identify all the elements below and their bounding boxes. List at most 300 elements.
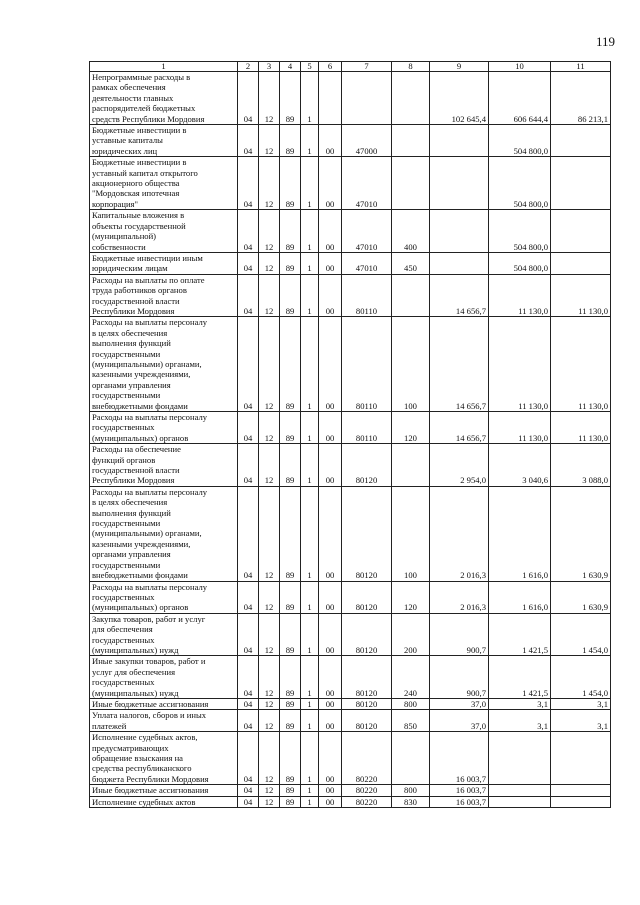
row-name-line: "Мордовская ипотечная: [92, 188, 180, 199]
row-name-line: государственными: [92, 559, 161, 570]
cell-col-7: 80120: [342, 613, 392, 656]
row-name-line: Закупка товаров, работ и услуг: [92, 613, 206, 624]
cell-col-3: 12: [259, 710, 280, 732]
cell-col-8: [392, 732, 430, 785]
row-name-line: (муниципальных) нужд: [92, 687, 179, 698]
row-name-line: для обеспечения: [92, 624, 153, 635]
table-row: [90, 210, 611, 253]
row-name-cell: [90, 486, 238, 581]
row-name-line: Расходы на выплаты персоналу: [92, 412, 208, 422]
row-name-line: государственных: [92, 677, 155, 688]
cell-col-6: 00: [319, 710, 342, 732]
cell-col-10: 504 800,0: [489, 125, 551, 157]
cell-col-6: 00: [319, 732, 342, 785]
cell-col-9: [430, 252, 489, 274]
cell-col-3: 12: [259, 656, 280, 699]
cell-col-2: 04: [238, 732, 259, 785]
row-name-line: Непрограммные расходы в: [92, 72, 191, 82]
row-name-line: Бюджетные инвестиции иным: [92, 252, 203, 263]
cell-col-11: [551, 732, 611, 785]
table-row: [90, 656, 611, 699]
column-header: 3: [259, 62, 280, 72]
cell-col-10: 3 040,6: [489, 444, 551, 487]
row-name-cell: [90, 274, 238, 317]
cell-col-10: 1 421,5: [489, 656, 551, 699]
row-name-line: обращение взыскания на: [92, 753, 183, 763]
row-name-line: Иные бюджетные ассигнования: [92, 698, 209, 709]
cell-col-5: 1: [301, 710, 319, 732]
cell-col-4: 89: [280, 796, 301, 807]
row-name-line: внебюджетными фондами: [92, 400, 188, 411]
cell-col-6: 00: [319, 125, 342, 157]
row-name-cell: [90, 613, 238, 656]
cell-col-5: 1: [301, 732, 319, 785]
cell-col-3: 12: [259, 796, 280, 807]
row-name-line: государственными: [92, 348, 161, 359]
cell-col-2: 04: [238, 125, 259, 157]
row-name-line: государственными: [92, 518, 161, 529]
row-name-line: Иные бюджетные ассигнования: [92, 785, 209, 796]
cell-col-11: 1 630,9: [551, 486, 611, 581]
cell-col-7: 80120: [342, 698, 392, 709]
cell-col-7: 80220: [342, 732, 392, 785]
cell-col-6: 00: [319, 796, 342, 807]
cell-col-9: 14 656,7: [430, 317, 489, 412]
row-name-line: (муниципальных) органов: [92, 432, 189, 443]
cell-col-11: 3 088,0: [551, 444, 611, 487]
cell-col-6: 00: [319, 157, 342, 210]
cell-col-5: 1: [301, 274, 319, 317]
row-name-line: государственной власти: [92, 295, 180, 306]
cell-col-6: 00: [319, 274, 342, 317]
row-name-line: (муниципальными) органами,: [92, 358, 202, 369]
cell-col-2: 04: [238, 412, 259, 444]
column-header: 10: [489, 62, 551, 72]
table-row: [90, 613, 611, 656]
row-name-line: Республики Мордовия: [92, 475, 175, 486]
cell-col-7: 80110: [342, 412, 392, 444]
cell-col-5: 1: [301, 444, 319, 487]
cell-col-11: [551, 785, 611, 796]
row-name-line: (муниципальных) нужд: [92, 644, 179, 655]
row-name-cell: [90, 732, 238, 785]
cell-col-2: 04: [238, 785, 259, 796]
cell-col-9: 14 656,7: [430, 274, 489, 317]
cell-col-10: 11 130,0: [489, 412, 551, 444]
row-name-cell: [90, 785, 238, 796]
row-name-cell: [90, 72, 238, 125]
page-number: 119: [596, 34, 616, 49]
cell-col-3: 12: [259, 785, 280, 796]
table-row: [90, 444, 611, 487]
cell-col-5: 1: [301, 796, 319, 807]
cell-col-2: 04: [238, 317, 259, 412]
row-name-line: (муниципальных) органов: [92, 602, 189, 613]
cell-col-3: 12: [259, 444, 280, 487]
row-name-line: объекты государственной: [92, 220, 186, 231]
cell-col-9: 2 016,3: [430, 486, 489, 581]
row-name-line: Исполнение судебных актов,: [92, 732, 198, 743]
cell-col-9: 14 656,7: [430, 412, 489, 444]
cell-col-5: 1: [301, 698, 319, 709]
cell-col-10: 3,1: [489, 710, 551, 732]
cell-col-4: 89: [280, 125, 301, 157]
cell-col-3: 12: [259, 125, 280, 157]
table-row: [90, 274, 611, 317]
cell-col-7: 47010: [342, 252, 392, 274]
cell-col-10: 3,1: [489, 698, 551, 709]
row-name-cell: [90, 210, 238, 253]
table-row: [90, 317, 611, 412]
cell-col-11: 11 130,0: [551, 274, 611, 317]
row-name-line: Республики Мордовия: [92, 305, 175, 316]
cell-col-9: [430, 210, 489, 253]
row-name-line: казенными учреждениями,: [92, 369, 191, 380]
row-name-cell: [90, 125, 238, 157]
cell-col-3: 12: [259, 613, 280, 656]
cell-col-2: 04: [238, 656, 259, 699]
cell-col-7: 47010: [342, 210, 392, 253]
cell-col-3: 12: [259, 581, 280, 613]
cell-col-7: 80120: [342, 656, 392, 699]
row-name-line: Расходы на обеспечение: [92, 444, 181, 455]
row-name-line: (муниципальной): [92, 231, 157, 242]
cell-col-11: 1 630,9: [551, 581, 611, 613]
cell-col-10: 504 800,0: [489, 252, 551, 274]
cell-col-8: 800: [392, 698, 430, 709]
cell-col-9: 2 016,3: [430, 581, 489, 613]
cell-col-2: 04: [238, 613, 259, 656]
row-name-line: Бюджетные инвестиции в: [92, 125, 187, 136]
cell-col-11: [551, 125, 611, 157]
row-name-line: юридических лиц: [92, 145, 158, 156]
cell-col-7: 80120: [342, 710, 392, 732]
row-name-line: органами управления: [92, 379, 171, 390]
cell-col-10: [489, 732, 551, 785]
column-header: 11: [551, 62, 611, 72]
cell-col-2: 04: [238, 444, 259, 487]
column-header: 9: [430, 62, 489, 72]
row-name-line: Расходы на выплаты по оплате: [92, 274, 205, 285]
cell-col-2: 04: [238, 210, 259, 253]
row-name-line: в целях обеспечения: [92, 327, 168, 338]
cell-col-4: 89: [280, 317, 301, 412]
cell-col-11: 1 454,0: [551, 656, 611, 699]
row-name-cell: [90, 317, 238, 412]
cell-col-9: 16 003,7: [430, 796, 489, 807]
row-name-line: внебюджетными фондами: [92, 570, 188, 581]
cell-col-10: [489, 785, 551, 796]
cell-col-3: 12: [259, 486, 280, 581]
cell-col-3: 12: [259, 317, 280, 412]
row-name-line: Исполнение судебных актов: [92, 796, 196, 807]
row-name-line: средства республиканского: [92, 763, 192, 774]
row-name-line: корпорация": [92, 198, 138, 209]
row-name-line: в целях обеспечения: [92, 497, 168, 508]
cell-col-6: 00: [319, 210, 342, 253]
cell-col-7: 80120: [342, 581, 392, 613]
cell-col-2: 04: [238, 274, 259, 317]
cell-col-3: 12: [259, 698, 280, 709]
cell-col-9: [430, 125, 489, 157]
column-header: 4: [280, 62, 301, 72]
table-row: [90, 785, 611, 796]
cell-col-11: 86 213,1: [551, 72, 611, 125]
row-name-line: выполнения функций: [92, 338, 171, 349]
cell-col-4: 89: [280, 486, 301, 581]
cell-col-4: 89: [280, 698, 301, 709]
table-row: [90, 252, 611, 274]
cell-col-4: 89: [280, 613, 301, 656]
cell-col-11: [551, 252, 611, 274]
cell-col-5: 1: [301, 125, 319, 157]
column-header: 8: [392, 62, 430, 72]
cell-col-8: [392, 444, 430, 487]
cell-col-9: 900,7: [430, 656, 489, 699]
cell-col-10: 1 616,0: [489, 486, 551, 581]
cell-col-6: 00: [319, 486, 342, 581]
row-name-line: государственных: [92, 634, 155, 645]
row-name-line: Капитальные вложения в: [92, 210, 185, 221]
column-header: 2: [238, 62, 259, 72]
table-body: [90, 72, 611, 808]
table-row: [90, 581, 611, 613]
cell-col-8: [392, 157, 430, 210]
row-name-line: услуг для обеспечения: [92, 666, 176, 677]
cell-col-11: 1 454,0: [551, 613, 611, 656]
cell-col-5: 1: [301, 210, 319, 253]
cell-col-5: 1: [301, 581, 319, 613]
cell-col-9: 16 003,7: [430, 785, 489, 796]
cell-col-9: 900,7: [430, 613, 489, 656]
row-name-cell: [90, 157, 238, 210]
cell-col-6: 00: [319, 581, 342, 613]
cell-col-6: 00: [319, 444, 342, 487]
cell-col-10: [489, 796, 551, 807]
column-header: 6: [319, 62, 342, 72]
column-header: 1: [90, 62, 238, 72]
row-name-line: бюджета Республики Мордовия: [92, 773, 209, 784]
cell-col-11: 11 130,0: [551, 317, 611, 412]
cell-col-5: 1: [301, 486, 319, 581]
cell-col-6: 00: [319, 317, 342, 412]
cell-col-3: 12: [259, 732, 280, 785]
cell-col-8: [392, 125, 430, 157]
cell-col-7: 80220: [342, 785, 392, 796]
cell-col-8: 100: [392, 317, 430, 412]
row-name-line: деятельности главных: [92, 92, 174, 103]
cell-col-5: 1: [301, 317, 319, 412]
cell-col-8: [392, 274, 430, 317]
cell-col-8: 240: [392, 656, 430, 699]
cell-col-5: 1: [301, 412, 319, 444]
cell-col-9: 37,0: [430, 710, 489, 732]
table-row: [90, 486, 611, 581]
table-row: [90, 125, 611, 157]
cell-col-8: 400: [392, 210, 430, 253]
cell-col-4: 89: [280, 656, 301, 699]
row-name-cell: [90, 581, 238, 613]
cell-col-11: [551, 210, 611, 253]
cell-col-7: 80120: [342, 444, 392, 487]
row-name-cell: [90, 444, 238, 487]
cell-col-9: 16 003,7: [430, 732, 489, 785]
cell-col-7: 80220: [342, 796, 392, 807]
row-name-line: акционерного общества: [92, 178, 180, 189]
cell-col-9: [430, 157, 489, 210]
cell-col-7: 47010: [342, 157, 392, 210]
cell-col-5: 1: [301, 157, 319, 210]
row-name-line: государственных: [92, 591, 155, 602]
row-name-line: предусматривающих: [92, 742, 169, 753]
cell-col-8: 830: [392, 796, 430, 807]
cell-col-3: 12: [259, 72, 280, 125]
table-row: [90, 796, 611, 807]
cell-col-4: 89: [280, 785, 301, 796]
cell-col-6: 00: [319, 613, 342, 656]
row-name-line: функций органов: [92, 454, 156, 465]
row-name-line: (муниципальными) органами,: [92, 528, 202, 539]
table-row: [90, 72, 611, 125]
cell-col-4: 89: [280, 581, 301, 613]
row-name-cell: [90, 252, 238, 274]
cell-col-8: [392, 72, 430, 125]
cell-col-5: 1: [301, 656, 319, 699]
cell-col-7: 80110: [342, 317, 392, 412]
table-row: [90, 412, 611, 444]
row-name-line: труда работников органов: [92, 285, 187, 296]
cell-col-10: 606 644,4: [489, 72, 551, 125]
cell-col-4: 89: [280, 274, 301, 317]
cell-col-6: 00: [319, 656, 342, 699]
row-name-cell: [90, 412, 238, 444]
cell-col-8: 800: [392, 785, 430, 796]
cell-col-7: 47000: [342, 125, 392, 157]
row-name-cell: [90, 698, 238, 709]
header-row: [90, 62, 611, 72]
row-name-line: юридическим лицам: [92, 263, 168, 274]
cell-col-6: [319, 72, 342, 125]
row-name-line: казенными учреждениями,: [92, 538, 191, 549]
cell-col-6: 00: [319, 252, 342, 274]
cell-col-10: 1 616,0: [489, 581, 551, 613]
row-name-line: собственности: [92, 241, 146, 252]
row-name-line: Расходы на выплаты персоналу: [92, 486, 208, 497]
cell-col-5: 1: [301, 613, 319, 656]
row-name-line: Расходы на выплаты персоналу: [92, 317, 208, 328]
cell-col-2: 04: [238, 581, 259, 613]
row-name-line: рамках обеспечения: [92, 82, 166, 93]
cell-col-4: 89: [280, 412, 301, 444]
column-header: 5: [301, 62, 319, 72]
row-name-line: государственных: [92, 422, 155, 433]
cell-col-3: 12: [259, 412, 280, 444]
row-name-line: Иные закупки товаров, работ и: [92, 656, 206, 667]
row-name-line: органами управления: [92, 549, 171, 560]
cell-col-2: 04: [238, 252, 259, 274]
cell-col-11: 11 130,0: [551, 412, 611, 444]
cell-col-5: 1: [301, 785, 319, 796]
cell-col-8: 100: [392, 486, 430, 581]
cell-col-4: 89: [280, 444, 301, 487]
row-name-line: Расходы на выплаты персоналу: [92, 581, 208, 592]
cell-col-8: 120: [392, 581, 430, 613]
cell-col-8: 850: [392, 710, 430, 732]
cell-col-9: 37,0: [430, 698, 489, 709]
row-name-cell: [90, 796, 238, 807]
budget-table: [89, 61, 611, 808]
cell-col-6: 00: [319, 412, 342, 444]
cell-col-2: 04: [238, 157, 259, 210]
cell-col-11: 3,1: [551, 710, 611, 732]
cell-col-2: 04: [238, 72, 259, 125]
table-row: [90, 157, 611, 210]
cell-col-2: 04: [238, 796, 259, 807]
cell-col-2: 04: [238, 710, 259, 732]
cell-col-11: [551, 796, 611, 807]
row-name-line: распорядителей бюджетных: [92, 103, 196, 114]
cell-col-2: 04: [238, 698, 259, 709]
row-name-line: Уплата налогов, сборов и иных: [92, 710, 207, 721]
cell-col-9: 102 645,4: [430, 72, 489, 125]
cell-col-5: 1: [301, 72, 319, 125]
row-name-line: средств Республики Мордовия: [92, 113, 205, 124]
cell-col-6: 00: [319, 698, 342, 709]
cell-col-7: 80120: [342, 486, 392, 581]
cell-col-8: 450: [392, 252, 430, 274]
cell-col-10: 11 130,0: [489, 317, 551, 412]
table-row: [90, 732, 611, 785]
cell-col-3: 12: [259, 210, 280, 253]
cell-col-4: 89: [280, 732, 301, 785]
cell-col-7: [342, 72, 392, 125]
row-name-line: уставные капиталы: [92, 135, 163, 146]
row-name-cell: [90, 656, 238, 699]
table-row: [90, 698, 611, 709]
cell-col-10: 504 800,0: [489, 210, 551, 253]
cell-col-4: 89: [280, 72, 301, 125]
cell-col-3: 12: [259, 157, 280, 210]
cell-col-8: 200: [392, 613, 430, 656]
row-name-line: Бюджетные инвестиции в: [92, 157, 187, 168]
cell-col-8: 120: [392, 412, 430, 444]
cell-col-10: 1 421,5: [489, 613, 551, 656]
row-name-line: выполнения функций: [92, 507, 171, 518]
cell-col-10: 11 130,0: [489, 274, 551, 317]
row-name-line: платежей: [92, 720, 127, 731]
row-name-cell: [90, 710, 238, 732]
cell-col-9: 2 954,0: [430, 444, 489, 487]
cell-col-4: 89: [280, 710, 301, 732]
cell-col-5: 1: [301, 252, 319, 274]
cell-col-10: 504 800,0: [489, 157, 551, 210]
row-name-line: уставный капитал открытого: [92, 167, 198, 178]
cell-col-3: 12: [259, 252, 280, 274]
cell-col-6: 00: [319, 785, 342, 796]
cell-col-2: 04: [238, 486, 259, 581]
cell-col-3: 12: [259, 274, 280, 317]
cell-col-11: 3,1: [551, 698, 611, 709]
cell-col-4: 89: [280, 157, 301, 210]
cell-col-4: 89: [280, 252, 301, 274]
table-row: [90, 710, 611, 732]
cell-col-4: 89: [280, 210, 301, 253]
cell-col-11: [551, 157, 611, 210]
column-header: 7: [342, 62, 392, 72]
cell-col-7: 80110: [342, 274, 392, 317]
row-name-line: государственными: [92, 390, 161, 401]
row-name-line: государственной власти: [92, 465, 180, 476]
